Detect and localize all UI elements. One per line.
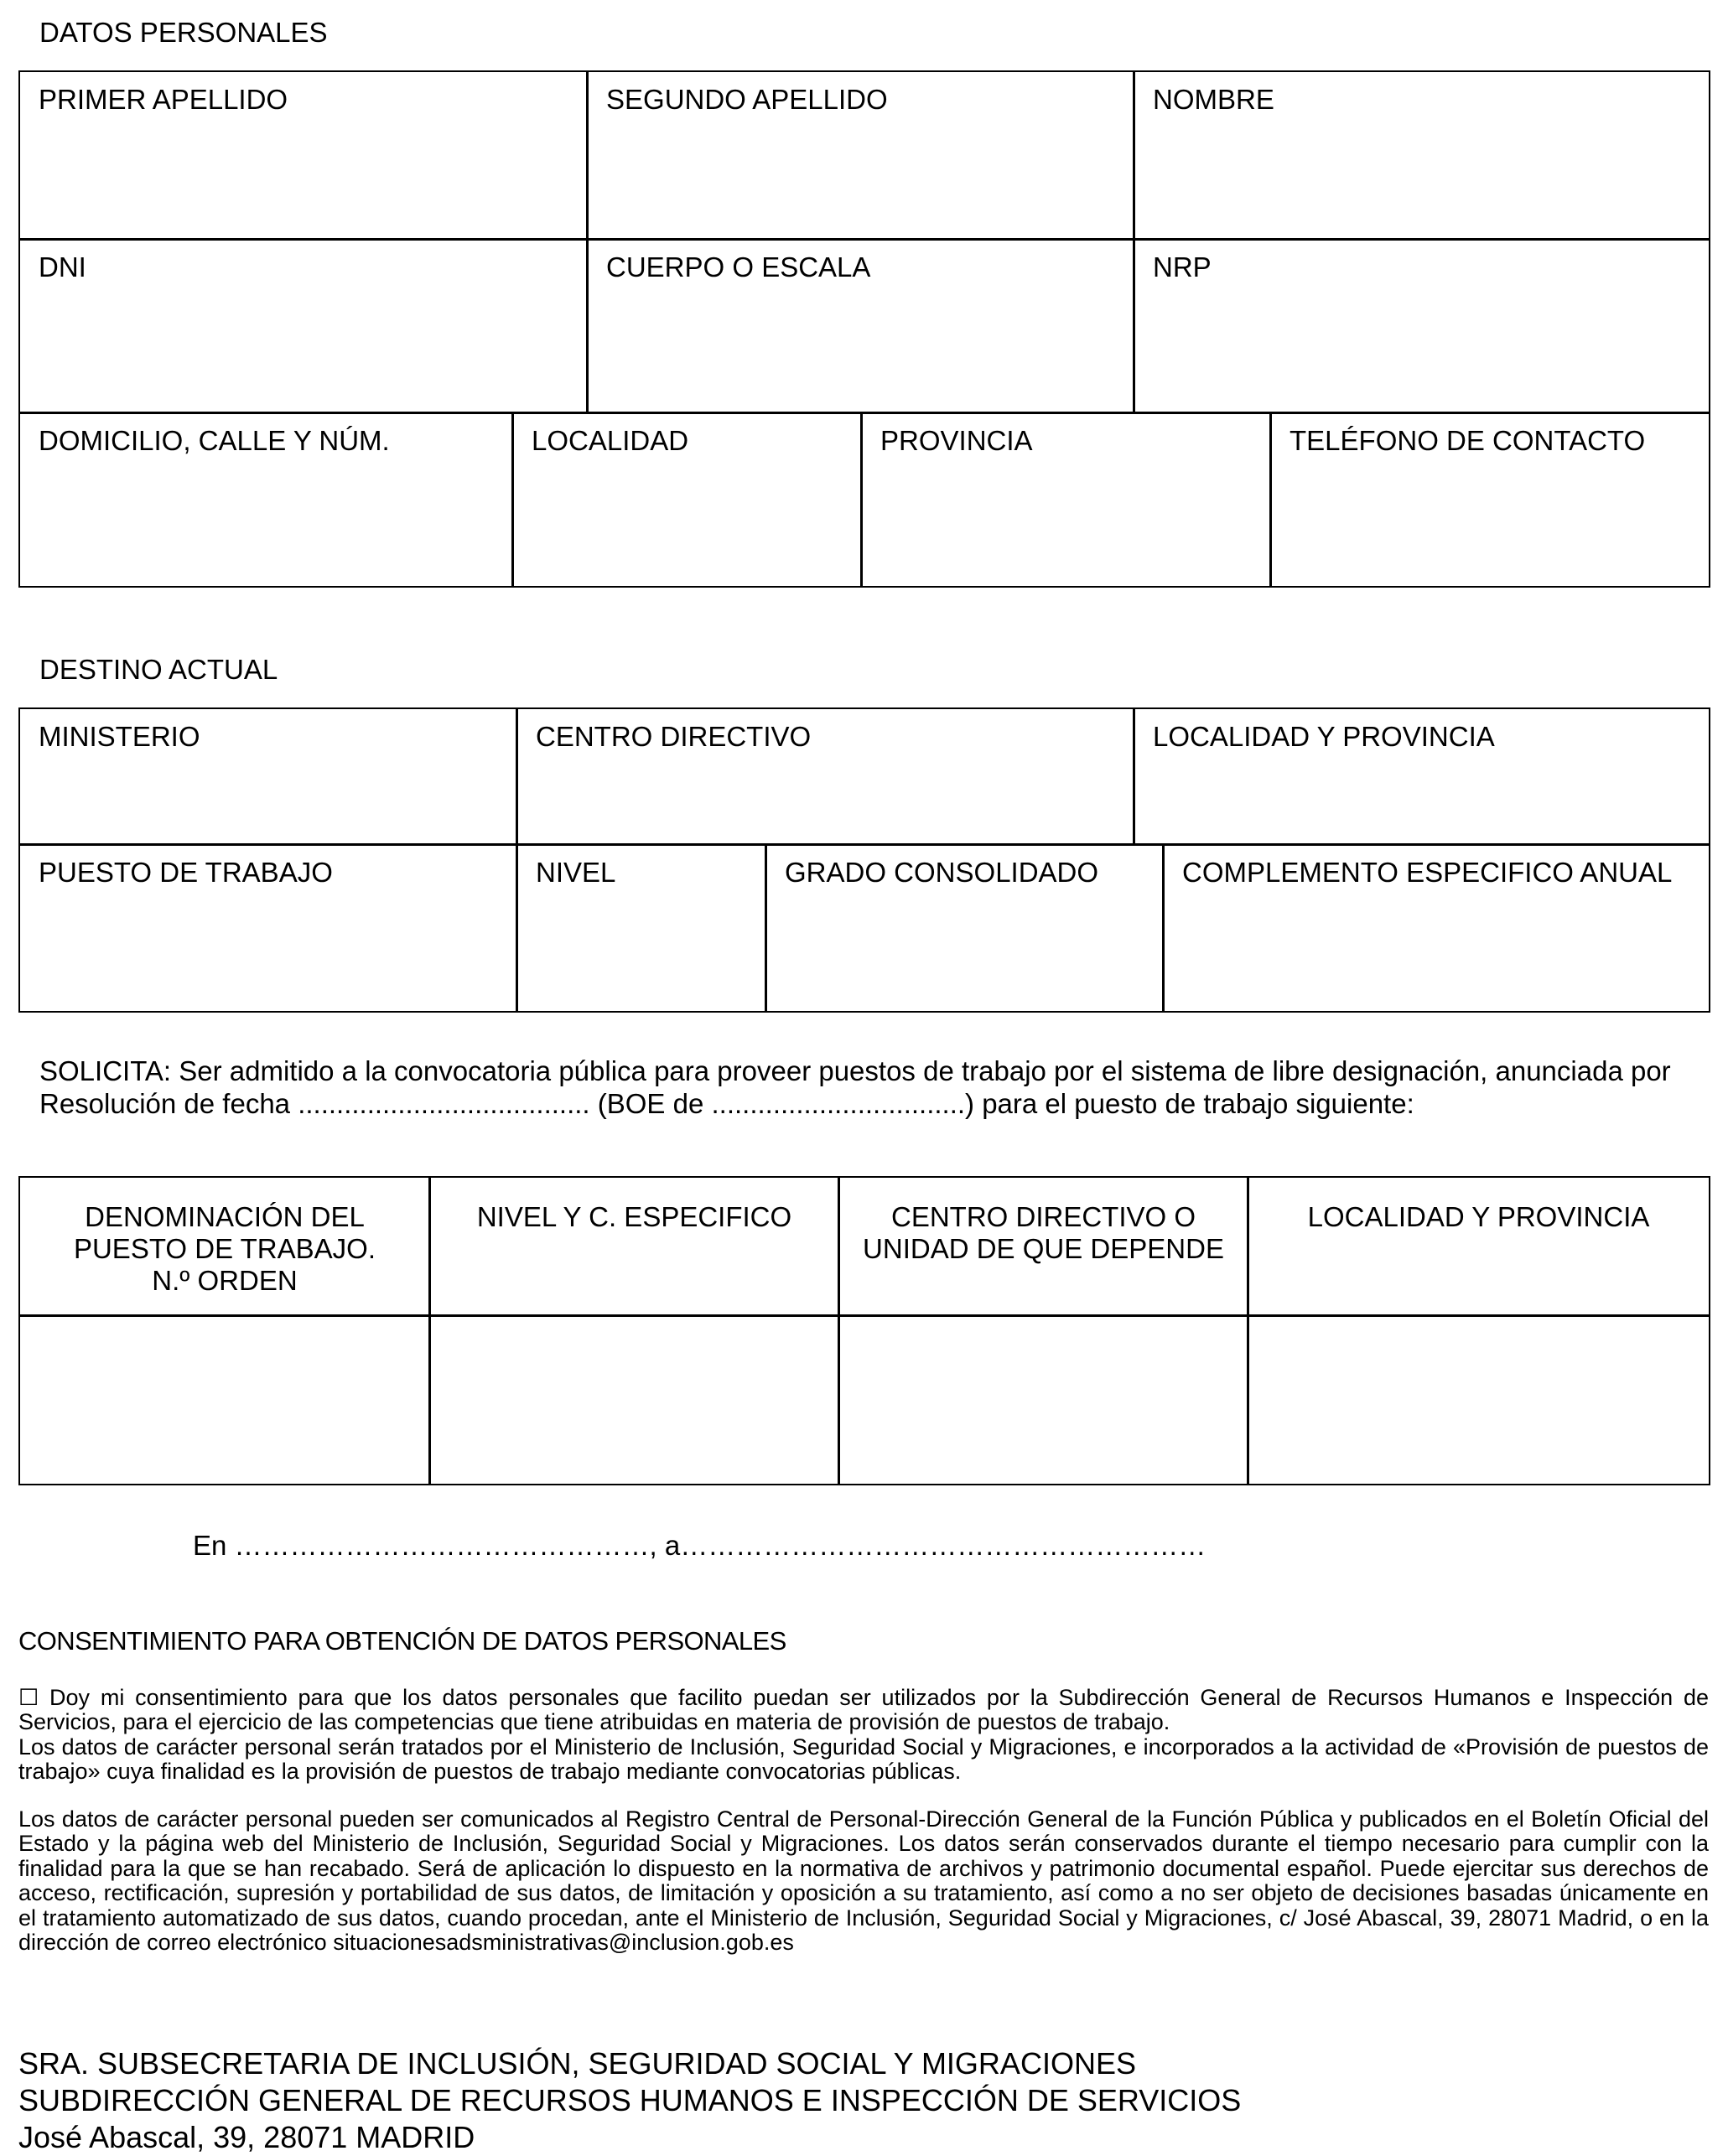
input-localidad[interactable] — [1247, 1314, 1710, 1485]
solicita-text — [39, 1055, 1712, 1120]
input-nivel[interactable] — [428, 1314, 840, 1485]
consentimiento-para-1a: Doy mi consentimiento para que los datos personales que facilito puedan ser utilizados por la Subdirección General de Recursos Humanos e Inspección de Servicios, para el ejercicio de las competencias que tiene atribuidas en materia de provisión de puestos de trabajo. — [18, 1685, 1709, 1735]
puesto-trabajo-field[interactable] — [18, 843, 518, 1013]
nombre-field[interactable] — [1133, 70, 1710, 241]
cuerpo-escala-label: CUERPO O ESCALA — [606, 251, 871, 282]
datos-personales-title: DATOS PERSONALES — [39, 17, 328, 48]
localidad-field[interactable] — [511, 412, 863, 588]
input-centro[interactable] — [838, 1314, 1249, 1485]
domicilio-label: DOMICILIO, CALLE Y NÚM. — [39, 425, 390, 456]
centro-directivo-label: CENTRO DIRECTIVO — [536, 721, 812, 752]
nivel-field[interactable] — [516, 843, 767, 1013]
destinatario-line-2: SUBDIRECCIÓN GENERAL DE RECURSOS HUMANOS E INSPECCIÓN DE SERVICIOS — [18, 2083, 1242, 2117]
input-denominacion[interactable] — [18, 1314, 431, 1485]
header-centro-label: CENTRO DIRECTIVO O UNIDAD DE QUE DEPENDE — [863, 1201, 1224, 1264]
segundo-apellido-label: SEGUNDO APELLIDO — [606, 84, 888, 115]
localidad-provincia-label: LOCALIDAD Y PROVINCIA — [1153, 721, 1495, 752]
complemento-field[interactable] — [1162, 843, 1710, 1013]
nombre-label: NOMBRE — [1153, 84, 1274, 115]
dni-field[interactable] — [18, 238, 589, 414]
destinatario-line-3: José Abascal, 39, 28071 MADRID — [18, 2120, 475, 2154]
localidad-label: LOCALIDAD — [532, 425, 689, 456]
grado-consolidado-field[interactable] — [765, 843, 1165, 1013]
ministerio-label: MINISTERIO — [39, 721, 200, 752]
grado-consolidado-label: GRADO CONSOLIDADO — [785, 857, 1099, 888]
provincia-label: PROVINCIA — [880, 425, 1033, 456]
header-centro — [838, 1176, 1249, 1317]
segundo-apellido-field[interactable] — [586, 70, 1135, 241]
consentimiento-block-1 — [18, 1686, 1709, 1785]
header-nivel-label: NIVEL Y C. ESPECIFICO — [476, 1201, 792, 1232]
header-localidad-label: LOCALIDAD Y PROVINCIA — [1307, 1201, 1650, 1232]
telefono-field[interactable] — [1269, 412, 1710, 588]
domicilio-field[interactable] — [18, 412, 514, 588]
puesto-trabajo-label: PUESTO DE TRABAJO — [39, 857, 333, 888]
nrp-field[interactable] — [1133, 238, 1710, 414]
provincia-field[interactable] — [860, 412, 1272, 588]
consentimiento-checkbox[interactable]: ☐ — [18, 1685, 39, 1711]
header-localidad — [1247, 1176, 1710, 1317]
header-denominacion-label: DENOMINACIÓN DEL PUESTO DE TRABAJO. N.º ORDEN — [73, 1201, 376, 1296]
solicita-line-1: SOLICITA: Ser admitido a la convocatoria pública para proveer puestos de trabajo por el sistema de libre designación, anunciada por — [39, 1055, 1671, 1086]
primer-apellido-field[interactable] — [18, 70, 589, 241]
destinatario-block — [18, 2045, 1241, 2156]
lugar-fecha[interactable]: En ………………………………………, a………………………………………………… — [193, 1530, 1206, 1561]
telefono-label: TELÉFONO DE CONTACTO — [1290, 425, 1646, 456]
localidad-provincia-field[interactable] — [1133, 707, 1710, 846]
complemento-label: COMPLEMENTO ESPECIFICO ANUAL — [1182, 857, 1673, 888]
cuerpo-escala-field[interactable] — [586, 238, 1135, 414]
destinatario-line-1: SRA. SUBSECRETARIA DE INCLUSIÓN, SEGURIDAD SOCIAL Y MIGRACIONES — [18, 2046, 1136, 2081]
consentimiento-title: CONSENTIMIENTO PARA OBTENCIÓN DE DATOS PERSONALES — [18, 1626, 786, 1656]
header-nivel — [428, 1176, 840, 1317]
primer-apellido-label: PRIMER APELLIDO — [39, 84, 288, 115]
consentimiento-para-1b: Los datos de carácter personal serán tratados por el Ministerio de Inclusión, Seguridad Social y Migraciones, e incorporados a la actividad de «Provisión de puestos de trabajo» cuya finalidad es la provisión de puestos de trabajo mediante convocatorias públicas. — [18, 1734, 1709, 1785]
solicita-line-2: Resolución de fecha ...................................... (BOE de .................................) para el puesto de trabajo siguiente: — [39, 1088, 1414, 1119]
centro-directivo-field[interactable] — [516, 707, 1135, 846]
nrp-label: NRP — [1153, 251, 1212, 282]
dni-label: DNI — [39, 251, 86, 282]
nivel-label: NIVEL — [536, 857, 616, 888]
consentimiento-block-2 — [18, 1807, 1709, 1955]
destino-actual-title: DESTINO ACTUAL — [39, 654, 278, 685]
header-denominacion — [18, 1176, 431, 1317]
ministerio-field[interactable] — [18, 707, 518, 846]
consentimiento-para-2: Los datos de carácter personal pueden ser comunicados al Registro Central de Personal-Dirección General de la Función Pública y publicados en el Boletín Oficial del Estado y la página web del Ministerio de Inclusión, Seguridad Social y Migraciones. Los datos serán conservados durante el tiempo necesario para cumplir con la finalidad para la que se han recabado. Será de aplicación lo dispuesto en la normativa de archivos y patrimonio documental español. Puede ejercitar sus derechos de acceso, rectificación, supresión y portabilidad de sus datos, de limitación y oposición a su tratamiento, así como a no ser objeto de decisiones basadas únicamente en el tratamiento automatizado de sus datos, cuando procedan, ante el Ministerio de Inclusión, Seguridad Social y Migraciones, c/ José Abascal, 39, 28071 Madrid, o en la dirección de correo electrónico situacionesadsministrativas@inclusion.gob.es — [18, 1806, 1709, 1956]
